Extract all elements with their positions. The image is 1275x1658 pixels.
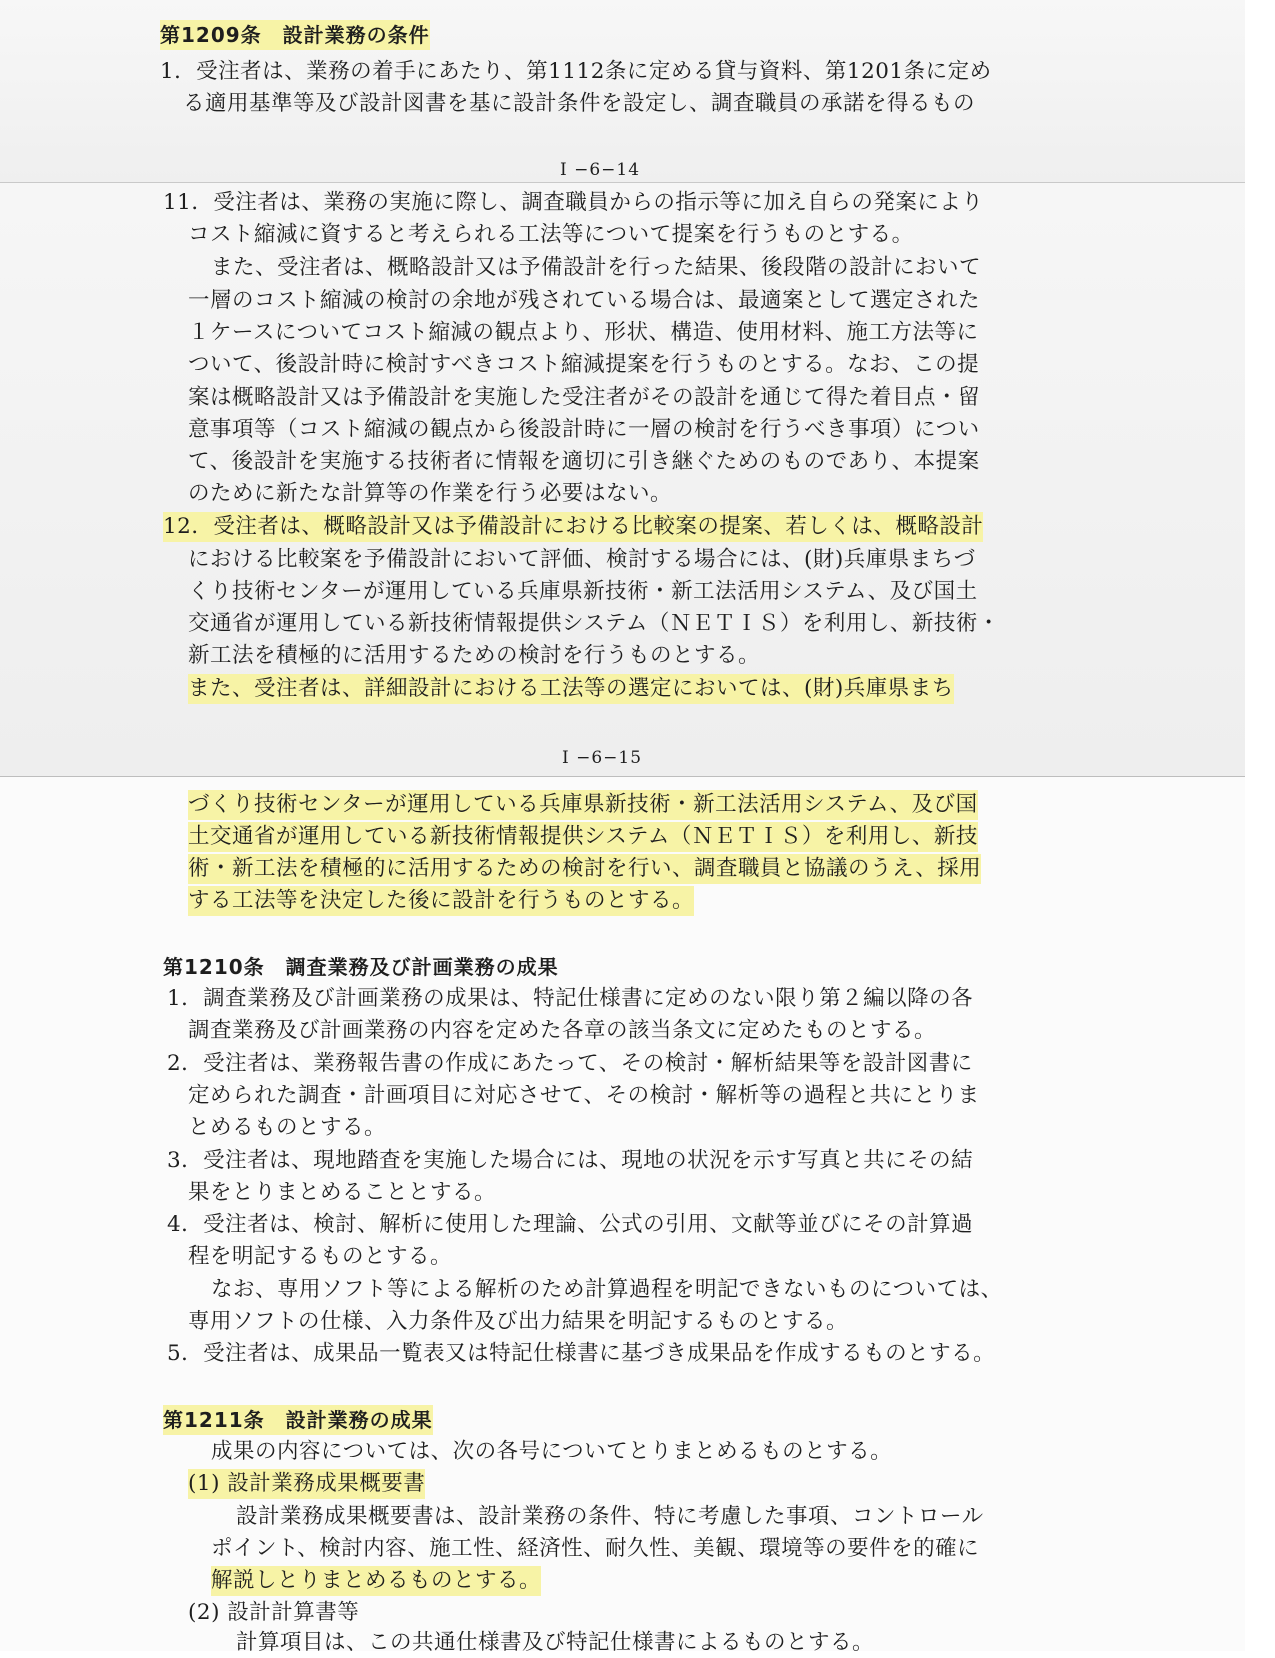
text-line: する工法等を決定した後に設計を行うものとする。 bbox=[188, 886, 694, 916]
text-line: 成果の内容については、次の各号についてとりまとめるものとする。 bbox=[211, 1439, 893, 1464]
article-heading: 第1209条 設計業務の条件 bbox=[160, 20, 430, 50]
text-line: 新工法を積極的に活用するための検討を行うものとする。 bbox=[188, 643, 761, 668]
text-line: 土交通省が運用している新技術情報提供システム（ＮＥＴＩＳ）を利用し、新技 bbox=[188, 822, 978, 852]
text-line: づくり技術センターが運用している兵庫県新技術・新工法活用システム、及び国 bbox=[188, 790, 978, 820]
text-line: 11．受注者は、業務の実施に際し、調査職員からの指示等に加え自らの発案により bbox=[163, 190, 984, 215]
page-number: I −6−15 bbox=[562, 748, 643, 768]
text-line: 3．受注者は、現地踏査を実施した場合には、現地の状況を示す写真と共にその結 bbox=[167, 1148, 974, 1173]
text-line: ポイント、検討内容、施工性、経済性、耐久性、美観、環境等の要件を的確に bbox=[211, 1536, 980, 1561]
text-line: なお、専用ソフト等による解析のため計算過程を明記できないものについては、 bbox=[211, 1277, 1003, 1302]
text-line: また、受注者は、詳細設計における工法等の選定においては、(財)兵庫県まち bbox=[188, 674, 954, 704]
text-line: 一層のコスト縮減の検討の余地が残されている場合は、最適案として選定された bbox=[188, 288, 981, 313]
text-line: 定められた調査・計画項目に対応させて、その検討・解析等の過程と共にとりま bbox=[188, 1083, 980, 1108]
text-line: 意事項等（コスト縮減の観点から後設計時に一層の検討を行うべき事項）につい bbox=[188, 417, 980, 442]
text-line: 2．受注者は、業務報告書の作成にあたって、その検討・解析結果等を設計図書に bbox=[167, 1051, 973, 1076]
text-line: 交通省が運用している新技術情報提供システム（ＮＥＴＩＳ）を利用し、新技術・ bbox=[188, 611, 1000, 636]
text-line: 解説しとりまとめるものとする。 bbox=[211, 1566, 541, 1596]
text-line: 術・新工法を積極的に活用するための検討を行い、調査職員と協議のうえ、採用 bbox=[188, 854, 981, 884]
text-line: ついて、後設計時に検討すべきコスト縮減提案を行うものとする。なお、この提 bbox=[188, 352, 980, 377]
text-line: 程を明記するものとする。 bbox=[188, 1244, 453, 1269]
text-line: (2) 設計計算書等 bbox=[188, 1600, 360, 1625]
text-line: 専用ソフトの仕様、入力条件及び出力結果を明記するものとする。 bbox=[188, 1309, 849, 1334]
text-line: 12．受注者は、概略設計又は予備設計における比較案の提案、若しくは、概略設計 bbox=[163, 512, 983, 542]
text-line: 案は概略設計又は予備設計を実施した受注者がその設計を通じて得た着目点・留 bbox=[188, 385, 981, 410]
text-line: 5．受注者は、成果品一覧表又は特記仕様書に基づき成果品を作成するものとする。 bbox=[167, 1341, 996, 1366]
text-line: 設計業務成果概要書は、設計業務の条件、特に考慮した事項、コントロール bbox=[236, 1504, 984, 1529]
text-line: 計算項目は、この共通仕様書及び特記仕様書によるものとする。 bbox=[236, 1630, 875, 1655]
text-line: 果をとりまとめることとする。 bbox=[188, 1180, 497, 1205]
text-line: 1．受注者は、業務の着手にあたり、第1112条に定める貸与資料、第1201条に定め bbox=[160, 59, 992, 84]
text-line: とめるものとする。 bbox=[188, 1115, 387, 1140]
page-margin-right bbox=[1245, 0, 1275, 1650]
text-line: る適用基準等及び設計図書を基に設計条件を設定し、調査職員の承諾を得るもの bbox=[183, 91, 976, 116]
article-heading: 第1210条 調査業務及び計画業務の成果 bbox=[163, 955, 559, 979]
text-line: 4．受注者は、検討、解析に使用した理論、公式の引用、文献等並びにその計算過 bbox=[167, 1212, 974, 1237]
text-line: 調査業務及び計画業務の内容を定めた各章の該当条文に定めたものとする。 bbox=[188, 1018, 937, 1043]
text-line: て、後設計を実施する技術者に情報を適切に引き継ぐためのものであり、本提案 bbox=[188, 449, 980, 474]
text-line: 1．調査業務及び計画業務の成果は、特記仕様書に定めのない限り第２編以降の各 bbox=[167, 986, 974, 1011]
text-line: コスト縮減に資すると考えられる工法等について提案を行うものとする。 bbox=[188, 222, 914, 247]
text-line: １ケースについてコスト縮減の観点より、形状、構造、使用材料、施工方法等に bbox=[188, 320, 979, 345]
text-line: くり技術センターが運用している兵庫県新技術・新工法活用システム、及び国土 bbox=[188, 579, 978, 604]
page-number: I −6−14 bbox=[560, 160, 641, 180]
text-line: における比較案を予備設計において評価、検討する場合には、(財)兵庫県まちづ bbox=[188, 547, 976, 572]
text-line: のために新たな計算等の作業を行う必要はない。 bbox=[188, 481, 673, 506]
text-line: (1) 設計業務成果概要書 bbox=[188, 1469, 425, 1499]
article-heading: 第1211条 設計業務の成果 bbox=[163, 1405, 433, 1435]
text-line: また、受注者は、概略設計又は予備設計を行った結果、後段階の設計において bbox=[211, 255, 982, 280]
